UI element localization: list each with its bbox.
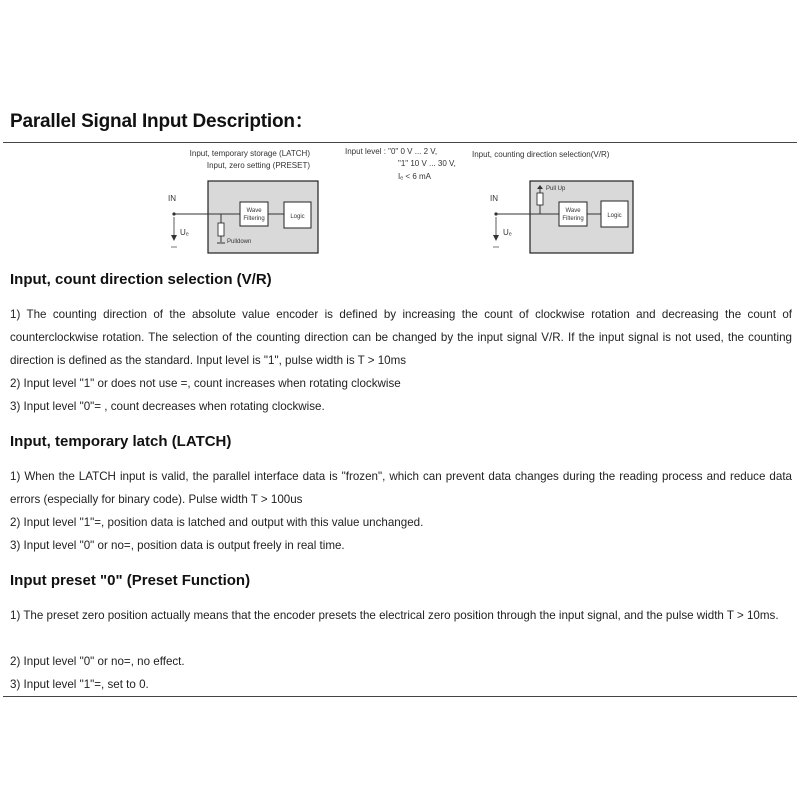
left-ue-label: Uₑ [180,228,189,237]
content-frame [3,142,797,697]
right-ue-label: Uₑ [503,228,512,237]
left-wave-label-2: Filtering [243,216,265,222]
left-diagram-label-1: Input, temporary storage (LATCH) [189,149,310,158]
left-wave-filter-block [240,202,268,226]
right-wave-label-2: Filtering [562,216,584,222]
section-heading-preset: Input preset "0" (Preset Function) [10,572,251,589]
right-circuit-diagram [472,150,633,253]
right-in-label: IN [490,194,498,203]
right-wave-filter-block [559,202,587,226]
left-diagram-label-2: Input, zero setting (PRESET) [206,161,310,170]
left-logic-label: Logic [290,214,305,220]
right-logic-label: Logic [607,213,622,219]
right-diagram-label: Input, counting direction selection(V/R) [472,150,610,159]
section-1-paragraph-2: 2) Input level "1" or does not use =, count increases when rotating clockwise [10,377,401,390]
section-heading-latch: Input, temporary latch (LATCH) [10,433,232,450]
section-2-paragraph-3: 3) Input level "0" or no=, position data is output freely in real time. [10,539,345,552]
input-level-line-3: Iₑ < 6 mA [398,172,431,181]
left-pulldown-resistor [218,223,224,236]
circuit-diagrams [3,143,797,265]
left-circuit-diagram [168,149,318,253]
input-level-line-2: "1" 10 V ... 30 V, [398,159,456,168]
circuit-diagrams-svg [3,143,797,265]
left-wave-label-1: Wave [246,208,262,214]
right-input-node [494,212,497,215]
section-1-paragraph-1: 1) The counting direction of the absolute value encoder is defined by increasing the count of clockwise rotation and decreasing the count of counterclockwise rotation. The selection of the counting direction can be changed by the input signal V/R. If the input signal is not used, the counting direction is defined as the standard. Input level is "1", pulse width is T > 10ms [10,308,792,367]
page-title: Parallel Signal Input Description： [10,111,314,132]
right-pullup-label: Pull Up [546,186,566,192]
left-voltage-arrowhead [171,235,177,241]
section-1-paragraph-3: 3) Input level "0"= , count decreases when rotating clockwise. [10,400,325,413]
left-pulldown-label: Pulldown [227,239,252,245]
input-level-spec [345,147,456,181]
input-level-line-1: Input level : "0" 0 V ... 2 V, [345,147,438,156]
section-2-paragraph-1: 1) When the LATCH input is valid, the parallel interface data is "frozen", which can prevent data changes during the reading process and reduce data errors (especially for binary code). Pulse width T > 100us [10,470,792,506]
right-wave-label-1: Wave [565,208,581,214]
section-3-paragraph-3: 3) Input level "1"=, set to 0. [10,678,149,691]
right-voltage-arrowhead [493,235,499,241]
left-in-label: IN [168,194,176,203]
right-pullup-resistor [537,193,543,205]
section-heading-count-direction: Input, count direction selection (V/R) [10,271,272,288]
section-2-paragraph-2: 2) Input level "1"=, position data is latched and output with this value unchanged. [10,516,424,529]
section-3-paragraph-1: 1) The preset zero position actually means that the encoder presets the electrical zero position through the input signal, and the pulse width T > 10ms. [10,609,779,622]
left-input-node [172,212,175,215]
section-3-paragraph-2: 2) Input level "0" or no=, no effect. [10,655,185,668]
